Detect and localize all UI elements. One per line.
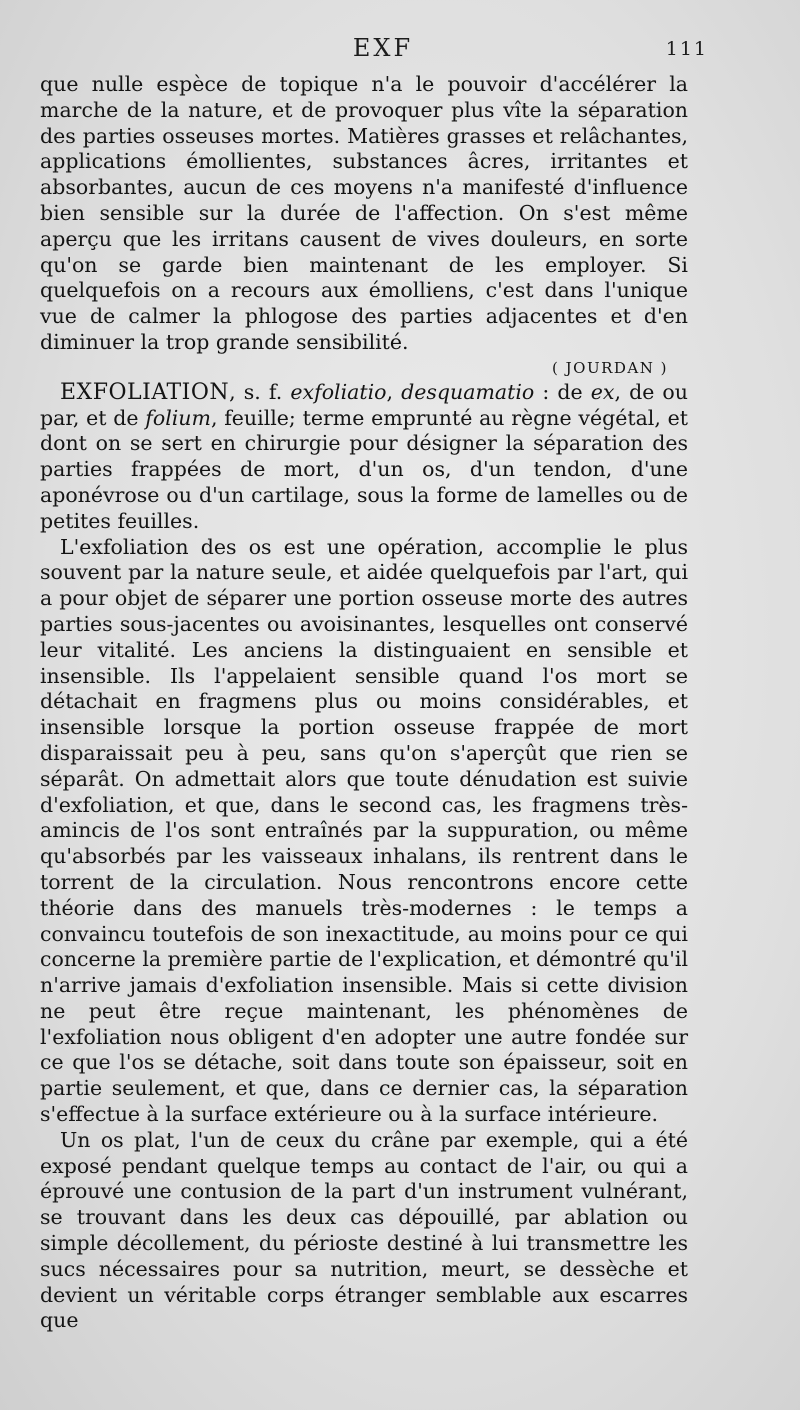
entry-headword: EXFOLIATION (60, 379, 230, 405)
entry-latin-synonym: desquamatio (401, 379, 535, 404)
running-head-title: EXF (352, 34, 414, 62)
entry-text: , de ou par, et de (40, 379, 688, 430)
running-head (58, 34, 708, 66)
body-paragraph: Un os plat, l'un de ceux du crâne par exemple, qui a été exposé pendant quelque temps au contact de l'air, ou qui a éprouvé une contusion de la part d'un instrument vulnérant, se trouvant dans les deux cas dépouillé, par ablation ou simple décollement, du périoste destiné à lui transmettre les sucs nécessaires pour sa nutrition, meurt, se dessèche et devient un véritable corps étranger semblable aux escarres que (40, 1127, 688, 1333)
text-body (40, 72, 688, 1334)
author-signature: ( JOURDAN ) (552, 358, 668, 377)
entry-definition: , feuille; terme emprunté au règne végétal, et dont on se sert en chirurgie pour désigner la séparation des parties frappées de mort, d'un os, d'un tendon, d'une aponévrose ou d'un cartilage, sous la forme de lamelles ou de petites feuilles. (40, 405, 688, 533)
entry-text: : de (534, 379, 591, 404)
entry-latin-term: exfoliatio (290, 379, 387, 404)
entry-etymon-prefix: ex (590, 379, 615, 404)
entry-part-of-speech: , s. f. (229, 379, 283, 404)
page-number: 111 (665, 38, 708, 60)
entry-separator: , (386, 379, 402, 404)
dictionary-entry (40, 380, 688, 535)
continued-paragraph: que nulle espèce de topique n'a le pouvoir d'accélérer la marche de la nature, et de provoquer plus vîte la séparation des parties osseuses mortes. Matières grasses et relâchantes, applications émollientes, substances âcres, irritantes et absorbantes, aucun de ces moyens n'a manifesté d'influence bien sensible sur la durée de l'affection. On s'est même aperçu que les irritans causent de vives douleurs, en sorte qu'on se garde bien maintenant de les employer. Si quelquefois on a recours aux émolliens, c'est dans l'unique vue de calmer la phlogose des parties adjacentes et d'en diminuer la trop grande sensibilité. (40, 72, 688, 354)
body-paragraph: L'exfoliation des os est une opération, accomplie le plus souvent par la nature seule, et aidée quelquefois par l'art, qui a pour objet de séparer une portion osseuse morte des autres parties sous-jacentes ou avoisinantes, lesquelles ont conservé leur vitalité. Les anciens la distinguaient en sensible et insensible. Ils l'appelaient sensible quand l'os mort se détachait en fragmens plus ou moins considérables, et insensible lorsque la portion osseuse frappée de mort disparaissait peu à peu, sans qu'on s'aperçût que rien se séparât. On admettait alors que toute dénudation est suivie d'exfoliation, et que, dans le second cas, les fragmens très-amincis de l'os sont entraînés par la suppuration, ou même qu'absorbés par les vaisseaux inhalans, ils rentrent dans le torrent de la circulation. Nous rencontrons encore cette théorie dans des manuels très-modernes : le temps a convaincu toutefois de son inexactitude, au moins pour ce qui concerne la première partie de l'explication, et démontré qu'il n'arrive jamais d'exfoliation insensible. Mais si cette division ne peut être reçue maintenant, les phénomènes de l'exfoliation nous obligent d'en adopter une autre fondée sur ce que l'os se détache, soit dans toute son épaisseur, soit en partie seulement, et que, dans ce dernier cas, la séparation s'effectue à la surface extérieure ou à la surface intérieure. (40, 534, 688, 1127)
entry-etymon-root: folium (145, 405, 211, 430)
